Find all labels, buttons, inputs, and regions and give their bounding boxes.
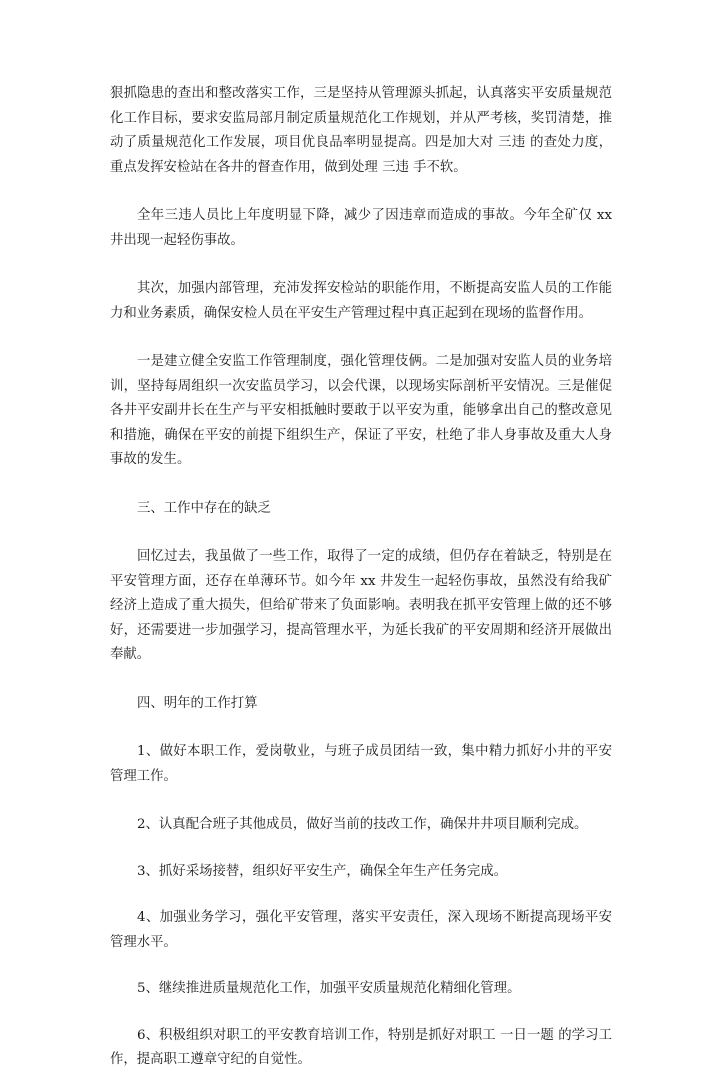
plan-item-4: 4、加强业务学习，强化平安管理，落实平安责任，深入现场不断提高现场平安管理水平。 [110,910,612,950]
plan-item-1: 1、做好本职工作，爱岗敬业，与班子成员团结一致，集中精力抓好小井的平安管理工作。 [110,744,612,784]
section-heading-4: 四、明年的工作打算 [137,695,258,711]
plan-item-3: 3、抓好采场接替，组织好平安生产，确保全年生产任务完成。 [137,863,508,879]
paragraph-3: 其次，加强内部管理，充沛发挥安检站的职能作用，不断提高安监人员的工作能力和业务素质，确保安检人员在平安生产管理过程中真正起到在现场的监督作用。 [110,281,612,321]
plan-item-6: 6、积极组织对职工的平安教育培训工作，特别是抓好对职工 一日一题 的学习工作，提高职工遵章守纪的自觉性。 [110,1027,612,1067]
plan-item-5: 5、继续推进质量规范化工作，加强平安质量规范化精细化管理。 [137,981,521,996]
paragraph-2: 全年三违人员比上年度明显下降，减少了因违章而造成的事故。今年全矿仅 xx 井出现一起轻伤事故。 [110,208,612,248]
section-heading-3: 三、工作中存在的缺乏 [137,500,271,516]
paragraph-4: 一是建立健全安监工作管理制度，强化管理伎俩。二是加强对安监人员的业务培训，坚持每周组织一次安监员学习，以会代课，以现场实际剖析平安情况。三是催促各井平安副井长在生产与平安相抵触时要敢于以平安为重，能够拿出自己的整改意见和措施，确保在平安的前提下组织生产，保证了平安，杜绝了非人身事故及重大人身事故的发生。 [110,354,612,467]
paragraph-5: 回忆过去，我虽做了一些工作，取得了一定的成绩，但仍存在着缺乏，特别是在平安管理方面，还存在单薄环节。如今年 xx 井发生一起轻伤事故，虽然没有给我矿经济上造成了重大损失，但给矿带来了负面影响。表明我在抓平安管理上做的还不够好，还需要进一步加强学习，提高管理水平，为延长我矿的平安周期和经济开展做出奉献。 [110,549,612,662]
plan-item-2: 2、认真配合班子其他成员，做好当前的技改工作，确保井井项目顺利完成。 [137,817,588,832]
document-page [110,82,612,1073]
paragraph-1: 狠抓隐患的查出和整改落实工作，三是坚持从管理源头抓起，认真落实平安质量规范化工作目标，要求安监局部月制定质量规范化工作规划，并从严考核，奖罚清楚，推动了质量规范化工作发展，项目优良品率明显提高。四是加大对 三违 的查处力度，重点发挥安检站在各井的督查作用，做到处理 三违 手不软。 [110,86,612,175]
